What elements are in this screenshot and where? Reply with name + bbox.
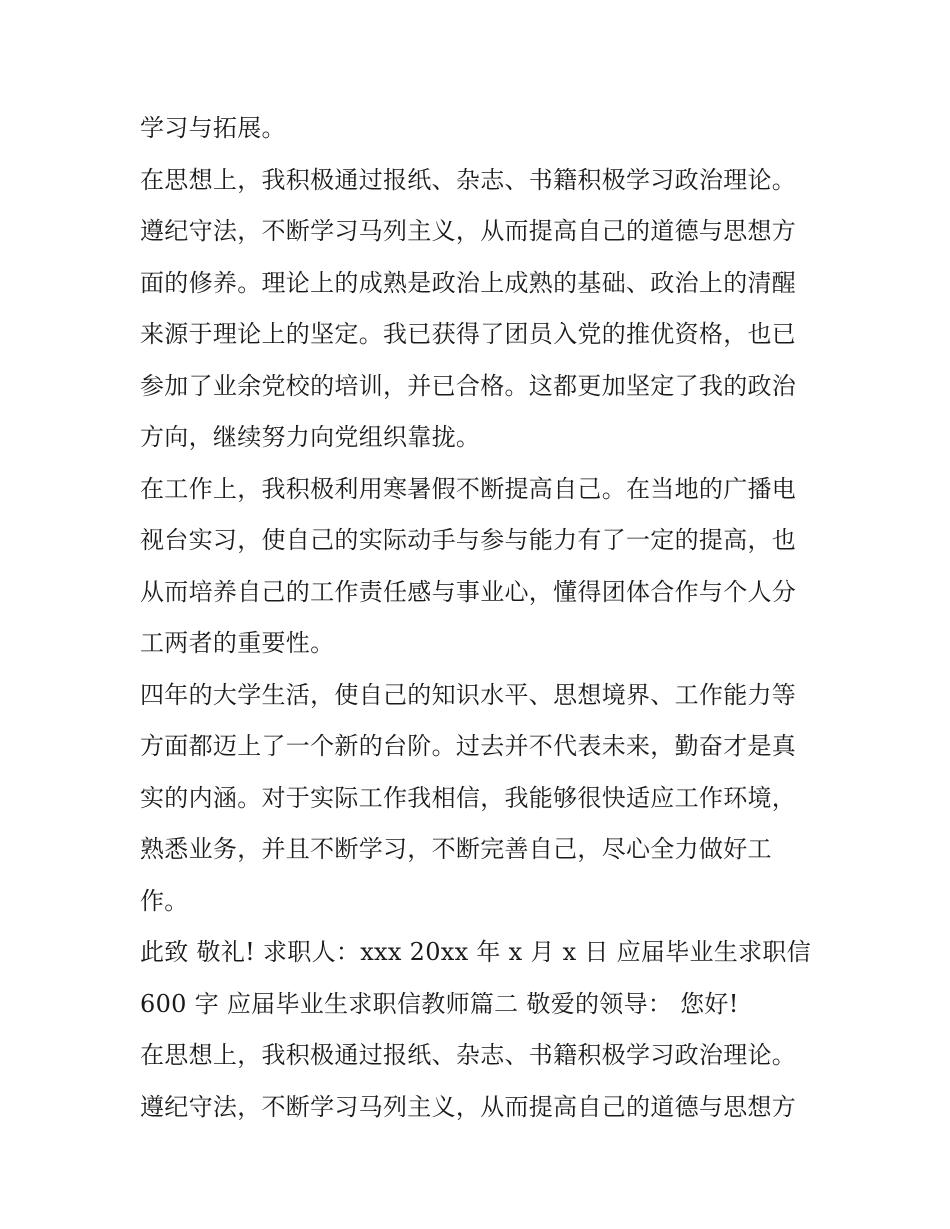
text-line: 视台实习，使自己的实际动手与参与能力有了一定的提高，也 (140, 526, 797, 554)
text-line: 作。 (140, 886, 189, 915)
text-line: 参加了业余党校的培训，并已合格。这都更加坚定了我的政治 (140, 371, 797, 400)
text-line: 方向，继续努力向党组织靠拢。 (140, 423, 481, 451)
body-text (140, 103, 820, 1133)
text-line: 来源于理论上的坚定。我已获得了团员入党的推优资格，也已 (140, 320, 797, 348)
text-line: 学习与拓展。 (140, 114, 286, 142)
text-line: 方面都迈上了一个新的台阶。过去并不代表未来，勤奋才是真 (140, 732, 797, 760)
text-line: 在工作上，我积极利用寒暑假不断提高自己。在当地的广播电 (140, 474, 797, 503)
text-line: 工两者的重要性。 (140, 629, 335, 657)
text-line: 此致 敬礼! 求职人：xxx 20xx 年 x 月 x 日 应届毕业生求职信 (140, 938, 811, 966)
text-line: 遵纪守法，不断学习马列主义，从而提高自己的道德与思想方 (140, 217, 797, 245)
text-line: 实的内涵。对于实际工作我相信，我能够很快适应工作环境， (140, 783, 797, 812)
text-line: 600 字 应届毕业生求职信教师篇二 敬爱的领导： 您好! (140, 989, 739, 1018)
text-line: 熟悉业务，并且不断学习，不断完善自己，尽心全力做好工 (140, 835, 772, 863)
text-line: 面的修养。理论上的成熟是政治上成熟的基础、政治上的清醒 (140, 268, 797, 297)
text-line: 从而培养自己的工作责任感与事业心，懂得团体合作与个人分 (140, 577, 797, 606)
text-line: 遵纪守法，不断学习马列主义，从而提高自己的道德与思想方 (140, 1092, 797, 1121)
text-line: 在思想上，我积极通过报纸、杂志、书籍积极学习政治理论。 (140, 1041, 797, 1069)
text-line: 在思想上，我积极通过报纸、杂志、书籍积极学习政治理论。 (140, 165, 797, 194)
text-line: 四年的大学生活，使自己的知识水平、思想境界、工作能力等 (140, 680, 797, 709)
